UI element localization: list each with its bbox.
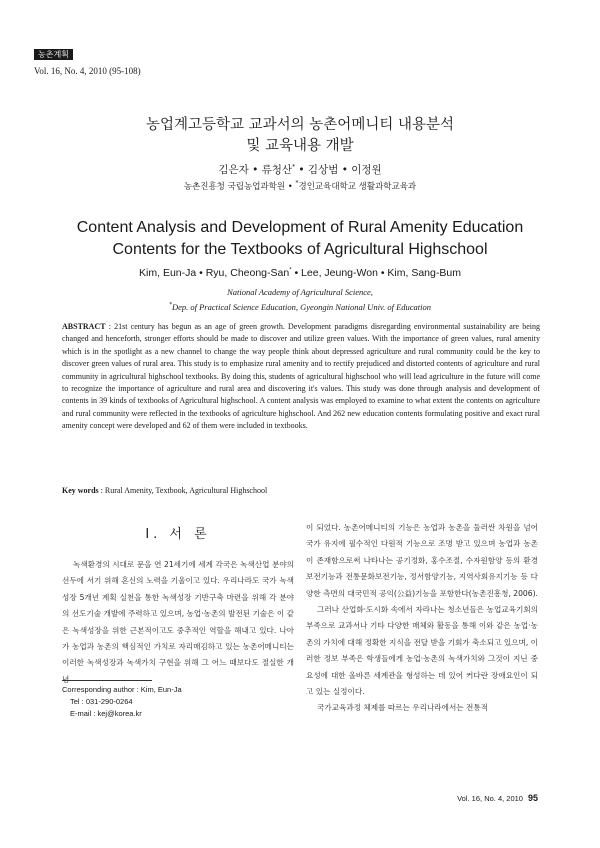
footer-journal-ref: Vol. 16, No. 4, 2010 — [457, 794, 523, 803]
english-title-line-1: Content Analysis and Development of Rural Amenity Education — [76, 219, 524, 236]
korean-affiliation — [0, 180, 600, 192]
english-affiliation-1: National Academy of Agricultural Science, — [227, 287, 373, 297]
footnote — [62, 684, 182, 720]
volume-line: Vol. 16, No. 4, 2010 (95-108) — [34, 66, 141, 76]
korean-authors-mark: * — [292, 163, 296, 171]
abstract-label: ABSTRACT — [62, 322, 106, 331]
korean-authors-pre: 김은자 • 류청산 — [218, 164, 293, 176]
korean-title — [0, 115, 600, 157]
footnote-rule — [62, 680, 152, 681]
page-footer — [457, 793, 538, 803]
body-paragraph: 이 되었다. 농촌어메니티의 기능은 농업과 농촌을 둘러싼 차원을 넘어 국가 유지에 필수적인 다원적 기능으로 조명 받고 있으며 농업과 농촌이 존재함으로써 나타나는 공기정화, 홍수조절, 수자원함양 등의 환경보전기능과 전통문화보전기능, 정서함양기능, 지역사회유지기능 등 다양한 측면의 대국민적 공익(公益)기능을 포함한다(농촌진흥청, 2006). — [306, 523, 538, 598]
body-column-left — [62, 557, 294, 688]
korean-affil-post: 경인교육대학교 생활과학교육과 — [298, 182, 417, 192]
body-paragraph: 녹색환경의 시대로 문을 연 21세기에 세계 각국은 녹색산업 분야의 선두에 서기 위해 혼신의 노력을 기울이고 있다. 우리나라도 국가 녹색성장 5개년 계획 실천을 통한 녹색성장 기반구축 마련을 위해 각 분야의 선도기술 개발에 주력하고 있으며, 농업·농촌의 발전된 기술은 이 같은 녹색성장을 위한 근본적이고도 중추적인 역할을 해내고 있다. 나아가 농업과 농촌의 핵심적인 가치로 자리매김하고 있는 농촌어메니티는 이러한 녹색성장과 녹색가치 구현을 위해 그 어느 때보다도 절실한 개념 — [62, 560, 294, 684]
body-paragraph: 그러나 산업화·도시화 속에서 자라나는 청소년들은 농업교육기회의 부족으로 교과서나 기타 다양한 매체와 활동을 통해 이와 같은 농업·농촌의 가치에 대해 정확한 지식을 전달 받을 기회가 축소되고 있으며, 이러한 정보 부족은 학생들에게 농업·농촌의 녹색가치와 그것이 지닌 중요성에 대한 올바른 세계관을 형성하는 데 있어 커다란 장애요인이 되고 있는 실정이다. — [306, 605, 538, 697]
english-authors-mark: * — [289, 267, 292, 274]
body-column-right — [306, 520, 538, 717]
english-authors-pre: Kim, Eun-Ja • Ryu, Cheong-San — [139, 267, 290, 279]
english-authors-post: • Lee, Jeung-Won • Kim, Sang-Bum — [291, 267, 461, 279]
footnote-email: E-mail : kej@korea.kr — [70, 709, 142, 718]
korean-authors-post: • 김상범 • 이정원 — [295, 164, 382, 176]
english-affiliation-2 — [0, 302, 600, 312]
body-paragraph: 국가교육과정 체제를 따르는 우리나라에서는 전통적 — [317, 703, 489, 713]
english-authors — [0, 267, 600, 279]
english-affil-2-mark: * — [168, 302, 172, 309]
english-title — [0, 217, 600, 261]
korean-title-line-1: 농업계고등학교 교과서의 농촌어메니티 내용분석 — [146, 117, 454, 133]
korean-authors — [0, 162, 600, 177]
journal-badge: 농촌계획 — [34, 49, 73, 60]
footnote-corresponding-author: Corresponding author : Kim, Eun-Ja — [62, 685, 182, 694]
korean-affil-mark: * — [295, 180, 299, 188]
korean-affil-pre: 농촌진흥청 국립농업과학원 • — [183, 182, 296, 192]
english-affil-2-text: Dep. of Practical Science Education, Gyeongin National Univ. of Education — [171, 302, 432, 312]
english-title-line-2: Contents for the Textbooks of Agricultural Highschool — [112, 241, 488, 258]
section-heading: I. 서 론 — [145, 527, 211, 542]
keywords-text: : Rural Amenity, Textbook, Agricultural Highschool — [98, 486, 268, 495]
abstract-text: : 21st century has begun as an age of green growth. Development paradigms disregarding environmental sustainability are being changed and henceforth, stronger efforts should be made to discover and utilize green values. With the importance of green values, rural amenity which is in the spotlight as a new channel to change the way people think about depressed agriculture and rural community could be the key to discover green values of rural area. This study is to emphasize rural amenity and to rectify prejudiced and distorted contents of agriculture and rural community in agricultural highschool textbooks. By doing this, students of agricultural highschool who will lead agriculture in the future will come to recognize the importance of agriculture and rural area and discovering it's values. This study was done through analysis and development of contents in 39 kinds of textbooks of Agricultural highschool. A content analysis was employed to examine to what extent the contents on agriculture and rural community were reflected in the textbooks of agriculture highschool. And 262 new education contents formulating positive and exact rural amenity concept were developed and 62 of them were included in textbooks. — [62, 322, 540, 431]
footnote-tel: Tel : 031-290-0264 — [70, 697, 133, 706]
korean-title-line-2: 및 교육내용 개발 — [246, 138, 354, 154]
page-number: 95 — [527, 793, 538, 803]
keywords — [62, 486, 540, 495]
keywords-label: Key words — [62, 486, 99, 495]
abstract — [62, 321, 540, 433]
